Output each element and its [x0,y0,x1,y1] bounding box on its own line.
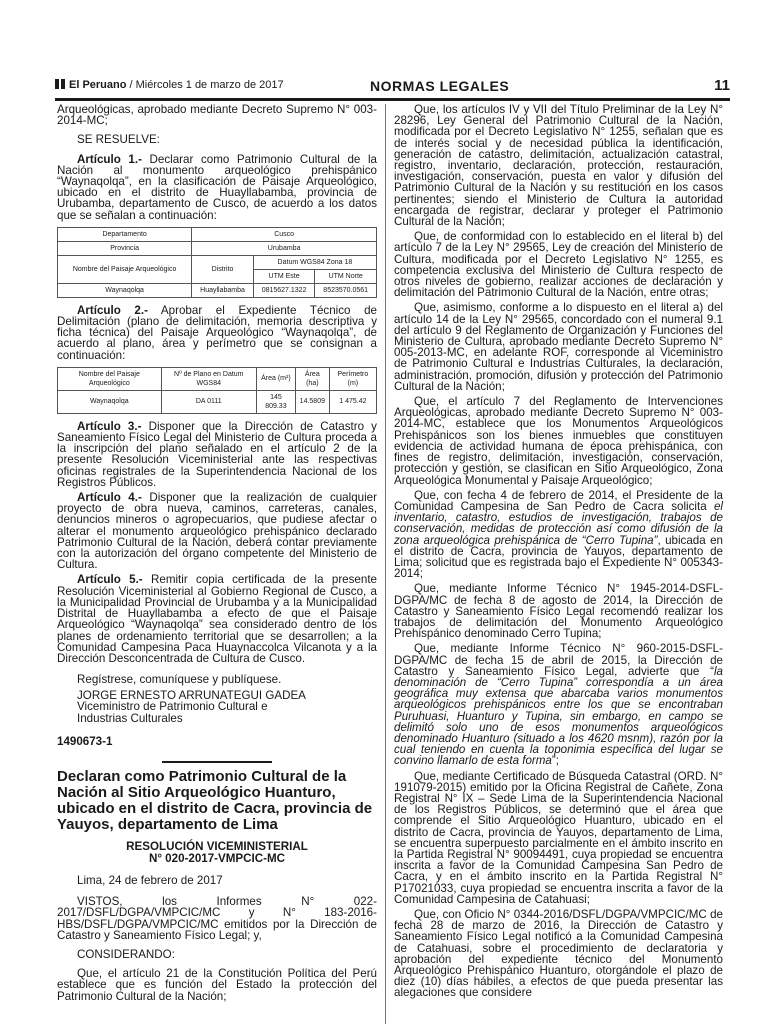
article-1: Artículo 1.- Declarar como Patrimonio Cultural de la Nación al monumento arqueológico prehispánico “Waynaqolqa”, en la clasificación de Paisaje Arqueológico, ubicado en el distrito de Huayllabamba, provincia de Urubamba, departamento de Cusco, de acuerdo a los datos que se señalan a continuación: [57,152,377,222]
article-4: Artículo 4.- Disponer que la realización de cualquier proyecto de obra nueva, caminos, carreteras, canales, denuncios mineros o agropecuarios, que pudiese afectar o alterar el monumento arqueológico prehispánico declarado Patrimonio Cultural de la Nación, deberá contar previamente con la autorización del órgano competente del Ministerio de Cultura. [57,491,377,572]
paragraph: Que, mediante Informe Técnico N° 960-2015-DSFL-DGPA/MC de fecha 15 de abril de 2015, la Dirección de Catastro y Saneamiento Físico Legal, advierte que “la denominación de “Cerro Tupina” correspondía a un área geográfica muy extensa que abarcaba varios monumentos arqueológicos prehispánicos entre los que se encontraban Puruhuasi, Huanturo y Tupina, sin embargo, en campo se delimitó solo uno de esos monumentos arqueológicos denominado Huanturo (situado a los 4620 msnm), razón por la cual teniendo en cuenta la toponimia específica del lugar se convino llamarlo de esta forma”; [394,642,723,768]
signer-role: Industrias Culturales [77,711,183,725]
article-3: Artículo 3.- Disponer que la Dirección de Catastro y Saneamiento Físico Legal del Ministerio de Cultura proceda a la inscripción del plano señalado en el artículo 2 de la presente Resolución Viceministerial ante las respectivas oficinas registrales de la Superintendencia Nacional de los Registros Públicos. [57,419,377,489]
paragraph: Que, mediante Certificado de Búsqueda Catastral (ORD. N° 191079-2015) emitido por la Oficina Registral de Cañete, Zona Registral N° IX – Sede Lima de la Superintendencia Nacional de los Registros Públicos, se determinó que el área que comprende el Sitio Arqueológico Huanturo, ubicado en el distrito de Cacra, provincia de Yauyos, departamento de Lima, se encuentra superpuesto parcialmente en el ámbito inscrito en la Partida Registral N° 90094491, cuya propiedad se encuentra inscrita a favor de la Comunidad Campesina San Pedro de Cacra, y en el ámbito inscrito en la Partida Registral N° P17021033, cuya propiedad se encuentra inscrita a favor de la Comunidad Campesina de Catahuasi; [394,769,723,906]
resolution-title: Declaran como Patrimonio Cultural de la Nación al Sitio Arqueológico Huanturo, ubicado en el distrito de Cacra, provincia de Yauyos, departamento de Lima [57,767,373,833]
paragraph: Que, de conformidad con lo establecido en el literal b) del artículo 7 de la Ley N° 29565, Ley de creación del Ministerio de Cultura, modificada por el Decreto Legislativo N° 1255, es competencia exclusiva del Ministerio de Cultura respecto de otros niveles de gobierno, realizar acciones de declaración y delimitación del Patrimonio Cultural de la Nación, entre otras; [394,230,723,300]
paragraph: Que, mediante Informe Técnico N° 1945-2014-DSFL-DGPA/MC de fecha 8 de agosto de 2014, la Dirección de Catastro y Saneamiento Físico Legal recomendó realizar los trabajos de delimitación del Monumento Arqueológico Prehispánico denominado Cerro Tupina; [394,582,723,641]
vistos: VISTOS, los Informes N° 022-2017/DSFL/DGPA/VMPCIC/MC y N° 183-2016-HBS/DSFL/DGPA/VMPCIC/MC emitidos por la Dirección de Catastro y Saneamiento Físico Legal; y, [57,895,377,942]
signer-name: JORGE ERNESTO ARRUNATEGUI GADEA [77,689,306,703]
paragraph: Arqueológicas, aprobado mediante Decreto Supremo N° 003-2014-MC; [57,103,377,128]
section-title: NORMAS LEGALES [370,78,510,94]
section-rule [162,761,272,763]
page-header [55,76,730,101]
issue-date: Miércoles 1 de marzo de 2017 [135,79,284,91]
left-column [57,104,377,1006]
article-5: Artículo 5.- Remitir copia certificada de la presente Resolución Viceministerial al Gobierno Regional de Cusco, a la Municipalidad Provincial de Urubamba y a la Municipalidad Distrital de Huayllabamba a efecto de que el Paisaje Arqueológico “Waynaqolqa” sea considerado dentro de los planes de ordenamiento territorial que se desarrollen; a la Comunidad Campesina Paca Huaynaccolca Vilcanota y a la Dirección Desconcentrada de Cultura de Cusco. [57,573,377,665]
page-number: 11 [714,77,730,94]
considerando: CONSIDERANDO: [77,947,175,961]
right-column [394,104,723,1003]
publication-code: 1490673-1 [57,734,113,748]
resolution-heading: RESOLUCIÓN VICEMINISTERIAL N° 020-2017-VMPCIC-MC [126,839,308,865]
paragraph: Que, el artículo 21 de la Constitución Política del Perú establece que es función del Estado la protección del Patrimonio Cultural de la Nación; [57,967,377,1003]
paragraph: Que, con Oficio N° 0344-2016/DSFL/DGPA/VMPCIC/MC de fecha 28 de marzo de 2016, la Dirección de Catastro y Saneamiento Físico Legal notificó a la Comunidad Campesina de Catahuasi, sobre el procedimiento de declaratoria y aprobación del expediente técnico del Monumento Arqueológico Prehispánico Huanturo, otorgándole el plazo de diez (10) días hábiles, a efectos de que pueda presentar las alegaciones que considere [394,908,723,1000]
el-peruano-logo-icon [55,79,65,89]
paragraph: Que, el artículo 7 del Reglamento de Intervenciones Arqueológicas, aprobado mediante Decreto Supremo N° 003-2014-MC, establece que los Monumentos Arqueológicos Prehispánicos son los bienes inmuebles que constituyen evidencia de actividad humana de época prehispánica, con fines de registro, delimitación, investigación, conservación, protección y gestión, se clasifican en Sitio Arqueológico, Zona Arqueológica Monumental y Paisaje Arqueológico; [394,395,723,487]
signer-role: Viceministro de Patrimonio Cultural e [77,700,268,714]
paragraph: Que, asimismo, conforme a lo dispuesto en el literal a) del artículo 14 de la Ley N° 29565, concordado con el numeral 9.1 del artículo 9 del Reglamento de Organización y Funciones del Ministerio de Cultura, aprobado mediante Decreto Supremo N° 005-2013-MC, en adelante ROF, corresponde al Viceministro de Patrimonio Cultural e Industrias Culturales, la declaración, administración, promoción, difusión y protección del Patrimonio Cultural de la Nación; [394,301,723,393]
article-2: Artículo 2.- Aprobar el Expediente Técnico de Delimitación (plano de delimitación, memoria descriptiva y ficha técnica) del Paisaje Arqueológico “Waynaqolqa”, de acuerdo al plano, área y perímetro que se consignan a continuación: [57,303,377,362]
column-divider [385,104,386,1024]
registrese: Regístrese, comuníquese y publíquese. [77,673,282,687]
se-resuelve: SE RESUELVE: [77,133,160,147]
paragraph: Que, los artículos IV y VII del Título Preliminar de la Ley N° 28296, Ley General del Patrimonio Cultural de la Nación, modificada por el Decreto Legislativo N° 1255, señalan que es de interés social y de necesidad pública la identificación, generación de catastro, delimitación, actualización catastral, registro, inventario, declaración, protección, restauración, investigación, conservación, puesta en valor y difusión del Patrimonio Cultural de la Nación y su restitución en los casos pertinentes; siendo el Ministerio de Cultura la autoridad encargada de registrar, declarar y proteger el Patrimonio Cultural de la Nación; [394,103,723,229]
paper-name: El Peruano [69,79,127,91]
header-masthead: El Peruano / Miércoles 1 de marzo de 2017 [55,79,284,91]
resolution-date: Lima, 24 de febrero de 2017 [77,873,223,887]
location-table: Departamento Cusco Provincia Urubamba Nombre del Paisaje Arqueológico Distrito Datum WGS84 Zona 18 UTM Este UTM Norte Waynaqolqa Huayllabamba 0815627.1322 8523570.0561 [57,227,377,298]
paragraph: Que, con fecha 4 de febrero de 2014, el Presidente de la Comunidad Campesina de San Pedro de Cacra solicita el inventario, catastro, estudios de investigación, trabajos de conservación, medidas de protección así como difusión de la zona arqueológica prehispánica de “Cerro Tupina”, ubicada en el distrito de Cacra, provincia de Yauyos, departamento de Lima; solicitud que es registrada bajo el Expediente N° 005343-2014; [394,488,723,581]
area-table: Nombre del Paisaje Arqueológico Nº de Plano en Datum WGS84 Área (m²) Área (ha) Perímetro (m) Waynaqolqa DA 0111 145 809.33 14.5809 1 475.42 [57,367,377,414]
